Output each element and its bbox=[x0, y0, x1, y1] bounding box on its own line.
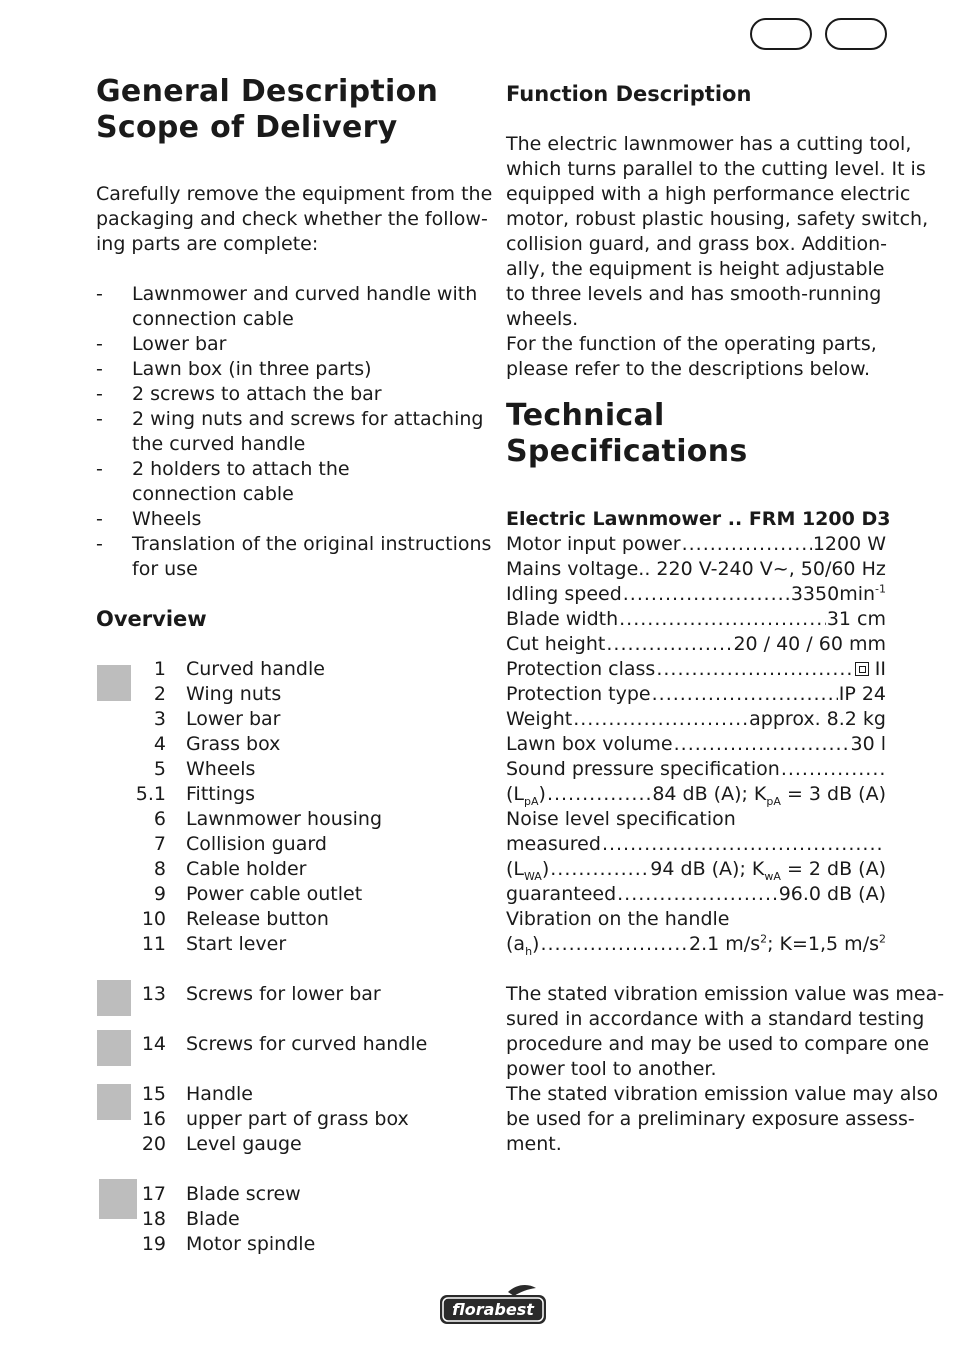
spec-row: $(L_{WA})$ ..... 94 dB (A); $K_{wA} = 2$ dB (A) bbox=[506, 857, 886, 882]
heading-general-description: General Description Scope of Delivery bbox=[96, 74, 439, 145]
spec-row: Blade width ..... 31 cm bbox=[506, 607, 886, 632]
overview-group-3 bbox=[126, 1032, 427, 1057]
spec-title: Electric Lawnmower .. FRM 1200 D3 bbox=[506, 508, 891, 530]
overview-group-4 bbox=[126, 1082, 409, 1157]
spec-row: Motor input power ..... 1200 W bbox=[506, 532, 886, 557]
spec-row: Mains voltage.. 220 V-240 V~, 50/60 Hz bbox=[506, 558, 886, 580]
function-text: The electric lawnmower has a cutting tool, which turns parallel to the cutting level. It is equipped with a high performance electric motor, robust plastic housing, safety switch, collision guard, and grass box. Addition- ally, the equipment is height adjustable to three levels and has smooth-running wheels. For the function of the operating parts, please refer to the descriptions below. bbox=[506, 133, 929, 380]
list-item: - Lawnmower and curved handle with connection cable bbox=[96, 283, 478, 330]
list-item: 5.1 Fittings bbox=[135, 783, 256, 805]
list-item: 3 Lower bar bbox=[153, 708, 281, 730]
language-tab-left bbox=[750, 18, 812, 50]
overview-group-5 bbox=[126, 1182, 315, 1257]
list-item: 9 Power cable outlet bbox=[153, 883, 363, 905]
list-item: 10 Release button bbox=[141, 908, 329, 930]
specifications-table bbox=[506, 507, 891, 958]
list-item: - Wheels bbox=[96, 508, 202, 530]
spec-row: Idling speed ..... $3350\min^{-1}$ bbox=[506, 582, 886, 607]
list-item: 11 Start lever bbox=[141, 933, 287, 955]
spec-row: $(a_h)$ ..... 2.1 $m/s^2$; K=1,5 $m/s^2$ bbox=[506, 932, 886, 957]
protection-class-icon bbox=[855, 662, 869, 676]
spec-row: Cut height ..... 20 / 40 / 60 mm bbox=[506, 632, 886, 657]
delivery-list bbox=[96, 282, 492, 582]
spec-row: Sound pressure specification ..... bbox=[506, 757, 886, 782]
list-item: - Lower bar bbox=[96, 333, 227, 355]
list-item: 7 Collision guard bbox=[153, 833, 327, 855]
vibration-note: The stated vibration emission value was mea- sured in accordance with a standard testing procedure and may be used to compare one power tool to another. The stated vibration emission value may also be used for a preliminary exposure assess- ment. bbox=[506, 983, 945, 1155]
list-item: 18 Blade bbox=[141, 1208, 240, 1230]
spec-row: Weight ..... approx. 8.2 kg bbox=[506, 707, 886, 732]
svg-text:florabest: florabest bbox=[452, 1300, 534, 1319]
heading-technical-specifications: Technical Specifications bbox=[506, 398, 748, 469]
spec-row: Lawn box volume ..... 30 l bbox=[506, 732, 886, 757]
spec-row: $(L_{pA})$ ..... 84 dB (A); $K_{pA} = 3$ dB (A) bbox=[506, 782, 886, 807]
list-item: - 2 screws to attach the bar bbox=[96, 383, 382, 405]
intro-text: Carefully remove the equipment from the packaging and check whether the follow- ing parts are complete: bbox=[96, 183, 493, 255]
list-item: 13 Screws for lower bar bbox=[141, 983, 381, 1005]
list-item: - 2 holders to attach the connection cable bbox=[96, 458, 350, 505]
list-item: - Translation of the original instructions for use bbox=[96, 533, 492, 580]
list-item: 5 Wheels bbox=[153, 758, 256, 780]
heading-overview: Overview bbox=[96, 607, 207, 631]
list-item: 6 Lawnmower housing bbox=[153, 808, 383, 830]
list-item: 2 Wing nuts bbox=[153, 683, 282, 705]
overview-group-2 bbox=[126, 982, 381, 1007]
spec-row: Protection class ..... II bbox=[506, 657, 886, 682]
language-tab-right bbox=[825, 18, 887, 50]
florabest-logo bbox=[438, 1284, 548, 1326]
list-item: 8 Cable holder bbox=[153, 858, 307, 880]
list-item: - 2 wing nuts and screws for attaching the curved handle bbox=[96, 408, 484, 455]
overview-group-1 bbox=[126, 657, 382, 957]
spec-row: Noise level specification bbox=[506, 808, 736, 830]
list-item: 14 Screws for curved handle bbox=[141, 1033, 428, 1055]
list-item: 20 Level gauge bbox=[141, 1133, 302, 1155]
list-item: 16 upper part of grass box bbox=[141, 1108, 409, 1130]
spec-row: guaranteed ..... 96.0 dB (A) bbox=[506, 882, 886, 907]
list-item: - Lawn box (in three parts) bbox=[96, 358, 372, 380]
spec-row: Vibration on the handle bbox=[506, 908, 730, 930]
spec-row: measured ..... bbox=[506, 832, 886, 857]
heading-function-description: Function Description bbox=[506, 82, 752, 106]
list-item: 1 Curved handle bbox=[153, 658, 325, 680]
spec-row: Protection type ..... IP 24 bbox=[506, 682, 886, 707]
list-item: 15 Handle bbox=[141, 1083, 254, 1105]
list-item: 19 Motor spindle bbox=[141, 1233, 316, 1255]
list-item: 17 Blade screw bbox=[141, 1183, 301, 1205]
list-item: 4 Grass box bbox=[153, 733, 281, 755]
